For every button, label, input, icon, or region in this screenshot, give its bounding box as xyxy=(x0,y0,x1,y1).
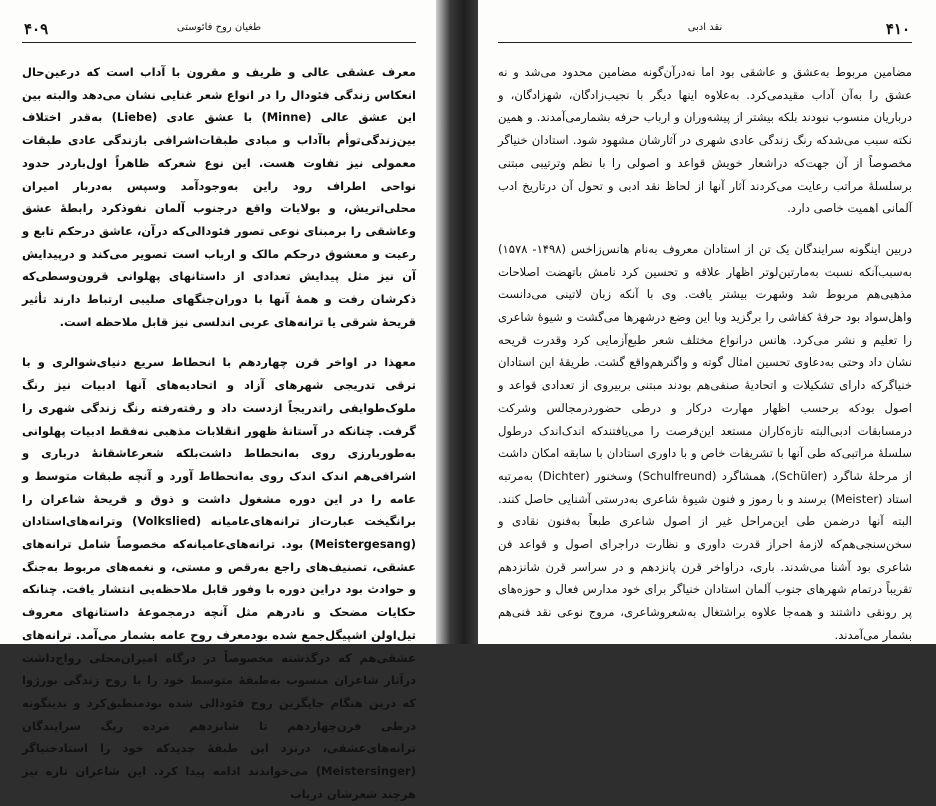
right-paragraph-2: دربین اینگونه سرایندگان یک تن از استادان معروف به‌نام هانس‌زاخس (۱۴۹۸- ۱۵۷۸) به‌سبب‌آنکه نسبت به‌مارتین‌لوتر اظهار علاقه و تحسین کرد نامش باتهضت اصلاحات مذهبی‌هم مربوط شد وشهرت بیشتر یافت. وی با آنکه زبان لاتینی می‌دانست واهل‌سواد بود حرفهٔ کفاشی را برگزید وبا این وضع درشهرها می‌گشت و شیوهٔ شاعری را تعلیم و نشر می‌کرد. هانس درانواع مختلف شعر طبع‌آزمایی کرد وقدرت قریحه نشان داد وحتی به‌دعاوی تحسین امثال گوته و واگنرهم‌واقع گشت. طریقهٔ این استادان خنیاگرکه دارای تشکیلات و اتحادیهٔ صنفی‌هم بودند مبتنی بربیروی از تعدادی قواعد و اصول بودکه برحسب اظهار مهارت درکار و درطی حضوردرمجالس وشرکت درمسابقات ادبی‌البته تازه‌کاران مستعد این‌فرصت را می‌یافتندکه اندک‌اندک درطول سلسلهٔ مراتبی‌که طی آنها با تشریفات خاص و با داوری استادان با سابقه امکان داشت از مرحلهٔ شاگرد (Schüler)، همشاگرد (Schulfreund) وسخنور (Dichter) به‌مرتبه استاد (Meister) برسند و با رموز و فنون شیوهٔ شاعری به‌درستی آشنایی حاصل کنند. البته آنها درضمن طی این‌مراحل غیر از اصول شاعری طبعاً به‌فنون نقادی و سخن‌سنجی‌هم‌که لازمهٔ احراز قدرت داوری و نظارت دراجرای اصول و قواعد فن شاعری بود آشنا می‌شدند. باری، دراواخر قرن پانزدهم و در سراسر قرن شانزدهم تقریباً درتمام شهرهای جنوب آلمان استادان خنیاگر برای خود مدارس فعال و حوزه‌های پر رونقی داشتند و همه‌جا علاوه براشتغال به‌شعروشاعری، مروج نوعی نقد فنی‌هم بشمار می‌آمدند. xyxy=(498,241,912,642)
left-page-header xyxy=(22,20,416,43)
right-page xyxy=(478,0,936,644)
left-page-number: ۴۰۹ xyxy=(24,20,49,38)
right-running-title: نقد ادبی xyxy=(687,22,723,33)
right-paragraph-1: مضامین مربوط به‌عشق و عاشقی بود اما نه‌درآن‌گونه مضامین محدود می‌شد و نه عشق را به‌آن آداب مقیدمی‌کرد. به‌علاوه اینها دیگر با نجیب‌زادگان، شهزادگان، و درباریان منسوب نبودند بلکه بیشتر از پیشه‌وران و ارباب حرفه بشمارمی‌آمدند. و همین نکته سبب می‌شدکه رنگ زندگی عادی شهری در آثارشان مشهود شود. استادان خنیاگر مخصوصاً از آن جهت‌که دراشعار خویش قواعد و اصولی را با نظم وترتیبی مبتنی برسلسلهٔ مراتب رعایت می‌کردند آثار آنها از لحاظ نقد ادبی و تحول آن درتاریخ ادب آلمانی اهمیت خاصی دارد. xyxy=(498,65,912,216)
left-paragraph-2: معهذا در اواخر قرن چهاردهم با انحطاط سریع دنیای‌شوالری و با ترقی تدریجی شهرهای آزاد و اتحادیه‌های آنها ادبیات نیز رنگ ملوک‌طوایفی راتدریجاً ازدست داد و رفته‌رفته رنگ زندگی شهری را گرفت. چنانکه در آستانهٔ ظهور انقلابات مذهبی نه‌فقط ادبیات پهلوانی به‌طوربارزی روی به‌انحطاط داشت‌بلکه شعرعاشقانهٔ درباری و اشرافی‌هم اندک اندک روی به‌انحطاط آورد و آنچه طبقات متوسط و عامه را در این دوره مشغول داشت و ذوق و قریحهٔ شاعران را برانگیخت عبارت‌از ترانه‌های‌عامیانه (Volkslied) وترانه‌های‌استادان (Meistergesang) بود. ترانه‌های‌عامیانه‌که مخصوصاً شامل ترانه‌های عشقی، تصنیف‌های راجع به‌رقص و مستی، و نغمه‌های مربوط به‌جنگ و حوادث بود دراین دوره با وفور قابل ملاحظه‌یی انتشار یافت. چنانکه حکایات مضحک و نادرهم مثل آنچه درمجموعهٔ داستانهای معروف تیل‌اولن اشپیگل‌جمع شده بودمعرف روح عامه بشمار می‌آمد. ترانه‌های عشقی‌هم که درگذشته مخصوصاً در درگاه امیران‌محلی رواج‌داشت درآثار شاعران منسوب به‌طبقهٔ متوسط خود را با روح زندگی بورژوا که درین هنگام جایگزین روح فئودالی شده بودمنطبق‌کرد و بدینگونه درطی قرن‌چهاردهم تا شانزدهم مرده ریگ سرایندگان ترانه‌های‌عشقی، درنزد این طبقهٔ جدیدکه خود را استادخنیاگر (Meistersinger) می‌خواندند ادامه پیدا کرد. این شاعران تازه نیز هرچند شعرشان درباب xyxy=(22,355,416,801)
left-page xyxy=(0,0,436,801)
right-page-number: ۴۱۰ xyxy=(885,20,910,38)
left-running-title: طغیان روح فائوستی xyxy=(176,22,262,33)
right-page-header xyxy=(498,20,912,43)
book-gutter xyxy=(436,0,478,644)
left-paragraph-1: معرف عشقی عالی و ظریف و مقرون با آداب است که درعین‌حال انعکاس زندگی فئودال را در انواع شعر غنایی نشان می‌دهد والبته بین این عشق عالی (Minne) با عشق عادی (Liebe) به‌قدر اختلاف بین‌زندگی‌توأم باآداب و مبادی طبقات‌اشرافی بازندگی عادی طبقات معمولی نیز تفاوت هست. این نوع شعرکه ظاهراً اول‌باردر حدود نواحی اطراف رود راین به‌وجودآمد وسپس به‌دربار امیران محلی‌اتریش، و بولایات واقع درجنوب آلمان نفوذکرد رابطهٔ عشق وعاشقی را برمبنای نوعی تصور فئودالی‌که درآن، عاشق درحکم تابع و رعیت و معشوق درحکم مالک و ارباب است تصویر می‌کند و درپیدایش آن نیز مثل پیدایش تعدادی از داستانهای پهلوانی قرون‌وسطی‌که ذکرشان رفت و همهٔ آنها با دوران‌جنگهای صلیبی ارتباط دارند تأثیر قریحهٔ شرقی یا ترانه‌های عربی اندلسی نیز قابل ملاحظه است. xyxy=(22,65,416,329)
